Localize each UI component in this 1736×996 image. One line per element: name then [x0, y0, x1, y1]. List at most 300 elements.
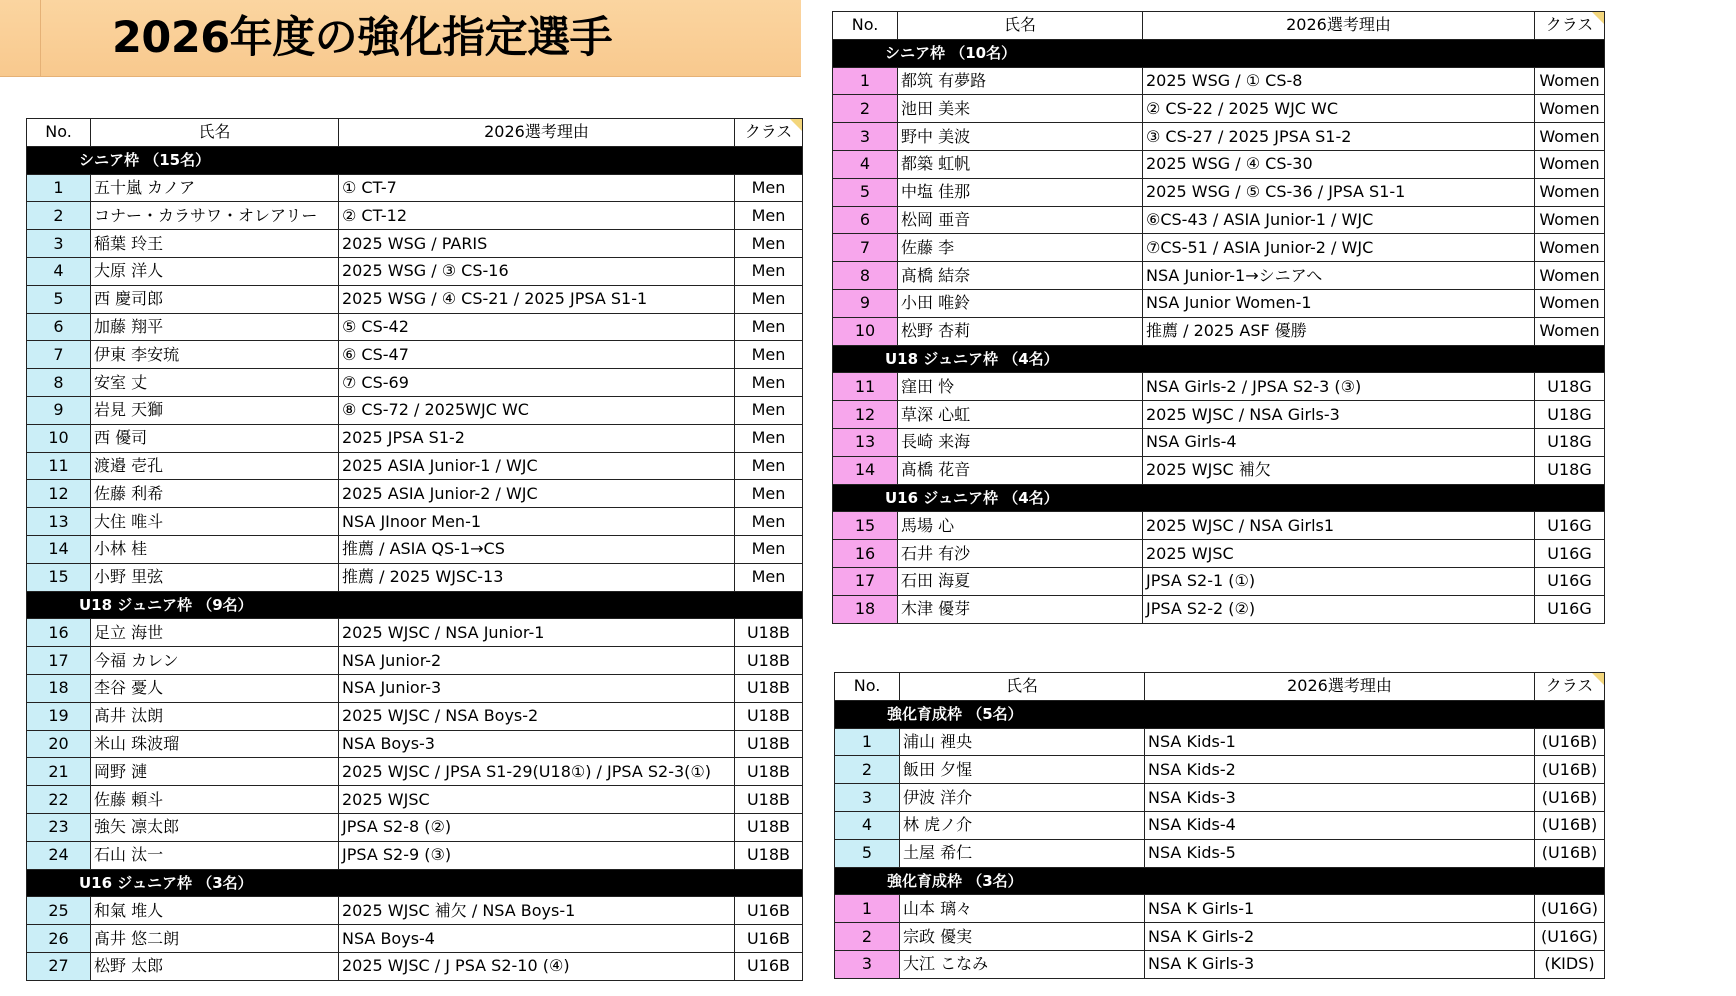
cell-reason: NSA Girls-2 / JPSA S2-3 (③)	[1143, 373, 1535, 401]
cell-reason: NSA Kids-5	[1145, 839, 1535, 867]
cell-name: 佐藤 利希	[91, 480, 339, 508]
cell-class: Women	[1535, 178, 1605, 206]
cell-number: 15	[833, 512, 898, 540]
cell-number: 4	[835, 811, 900, 839]
cell-reason: 2025 WJSC / NSA Junior-1	[339, 619, 735, 647]
cell-reason: ③ CS-27 / 2025 JPSA S1-2	[1143, 123, 1535, 151]
table-row	[27, 758, 803, 786]
section-header-row	[833, 39, 1605, 67]
cell-class: U16G	[1535, 567, 1605, 595]
cell-class: U18G	[1535, 373, 1605, 401]
section-header-row	[27, 591, 803, 619]
cell-class: U18G	[1535, 401, 1605, 429]
header-no: No.	[833, 12, 898, 40]
cell-number: 6	[833, 206, 898, 234]
cell-number: 9	[833, 289, 898, 317]
cell-reason: NSA Boys-3	[339, 730, 735, 758]
table-row	[27, 702, 803, 730]
cell-class: U16G	[1535, 512, 1605, 540]
cell-name: 岩見 天獅	[91, 396, 339, 424]
cell-class: Men	[735, 174, 803, 202]
cell-class: Men	[735, 563, 803, 591]
cell-reason: 推薦 / 2025 ASF 優勝	[1143, 317, 1535, 345]
cell-number: 11	[833, 373, 898, 401]
table-row	[835, 728, 1605, 756]
section-header-row	[833, 484, 1605, 512]
cell-name: 林 虎ノ介	[900, 811, 1145, 839]
cell-reason: 2025 WJSC / NSA Girls1	[1143, 512, 1535, 540]
cell-reason: ② CS-22 / 2025 WJC WC	[1143, 95, 1535, 123]
title-notch	[0, 0, 41, 76]
cell-class: Women	[1535, 206, 1605, 234]
cell-reason: NSA Junior-2	[339, 647, 735, 675]
header-class: クラス	[735, 119, 803, 147]
table-row	[833, 401, 1605, 429]
cell-class: (U16B)	[1535, 728, 1605, 756]
table-row	[27, 285, 803, 313]
table-row	[27, 813, 803, 841]
cell-name: 伊波 洋介	[900, 784, 1145, 812]
cell-reason: JPSA S2-2 (②)	[1143, 595, 1535, 623]
section-header-row	[27, 146, 803, 174]
cell-reason: 推薦 / 2025 WJSC-13	[339, 563, 735, 591]
cell-name: 杢谷 憂人	[91, 674, 339, 702]
cell-name: 和氣 堆人	[91, 897, 339, 925]
table-row	[27, 174, 803, 202]
cell-name: 土屋 希仁	[900, 839, 1145, 867]
cell-reason: 2025 WJSC	[1143, 540, 1535, 568]
cell-class: Men	[735, 369, 803, 397]
cell-reason: 2025 WJSC / NSA Boys-2	[339, 702, 735, 730]
cell-class: Men	[735, 452, 803, 480]
header-name: 氏名	[900, 673, 1145, 701]
cell-number: 17	[833, 567, 898, 595]
cell-name: 松野 杏莉	[898, 317, 1143, 345]
cell-class: U18B	[735, 702, 803, 730]
cell-reason: 2025 WSG / ⑤ CS-36 / JPSA S1-1	[1143, 178, 1535, 206]
cell-reason: ② CT-12	[339, 202, 735, 230]
cell-name: 加藤 翔平	[91, 313, 339, 341]
cell-class: U18G	[1535, 428, 1605, 456]
cell-name: 石山 汰一	[91, 841, 339, 869]
table-row	[27, 452, 803, 480]
cell-name: 小田 唯鈴	[898, 289, 1143, 317]
cell-name: 今福 カレン	[91, 647, 339, 675]
cell-reason: NSA Junior Women-1	[1143, 289, 1535, 317]
cell-name: 大原 洋人	[91, 257, 339, 285]
cell-reason: NSA Junior-3	[339, 674, 735, 702]
table-row	[27, 313, 803, 341]
cell-class: U18B	[735, 674, 803, 702]
cell-class: Men	[735, 230, 803, 258]
cell-number: 2	[835, 923, 900, 951]
section-label: U18 ジュニア枠 （4名）	[833, 345, 1605, 373]
table-row	[833, 206, 1605, 234]
women-roster-table	[832, 11, 1605, 624]
cell-number: 13	[833, 428, 898, 456]
table-row	[833, 456, 1605, 484]
table-row	[833, 262, 1605, 290]
table-row	[833, 317, 1605, 345]
cell-name: 松野 太郎	[91, 952, 339, 980]
cell-reason: 2025 WJSC 補欠 / NSA Boys-1	[339, 897, 735, 925]
cell-reason: JPSA S2-9 (③)	[339, 841, 735, 869]
cell-number: 3	[835, 784, 900, 812]
cell-reason: NSA Boys-4	[339, 925, 735, 953]
table-row	[27, 674, 803, 702]
section-label: 強化育成枠 （3名）	[835, 867, 1605, 895]
cell-class: U18G	[1535, 456, 1605, 484]
cell-reason: ⑥CS-43 / ASIA Junior-1 / WJC	[1143, 206, 1535, 234]
cell-reason: 2025 WSG / PARIS	[339, 230, 735, 258]
cell-number: 19	[27, 702, 91, 730]
cell-number: 7	[27, 341, 91, 369]
cell-number: 21	[27, 758, 91, 786]
cell-number: 25	[27, 897, 91, 925]
cell-number: 1	[835, 895, 900, 923]
cell-class: Women	[1535, 150, 1605, 178]
cell-name: 西 優司	[91, 424, 339, 452]
cell-number: 23	[27, 813, 91, 841]
cell-reason: JPSA S2-8 (②)	[339, 813, 735, 841]
table-row	[27, 619, 803, 647]
cell-reason: NSA Kids-3	[1145, 784, 1535, 812]
cell-name: 渡邉 壱孔	[91, 452, 339, 480]
cell-name: 宗政 優実	[900, 923, 1145, 951]
table-row	[27, 897, 803, 925]
table-row	[833, 67, 1605, 95]
cell-number: 2	[833, 95, 898, 123]
cell-class: Men	[735, 508, 803, 536]
table-row	[27, 341, 803, 369]
table-row	[27, 952, 803, 980]
cell-number: 17	[27, 647, 91, 675]
cell-class: Women	[1535, 67, 1605, 95]
cell-reason: ① CT-7	[339, 174, 735, 202]
cell-number: 8	[833, 262, 898, 290]
men-roster-table	[26, 118, 803, 981]
cell-name: 草深 心虹	[898, 401, 1143, 429]
cell-name: 伊東 李安琉	[91, 341, 339, 369]
cell-reason: ⑧ CS-72 / 2025WJC WC	[339, 396, 735, 424]
cell-name: 中塩 佳那	[898, 178, 1143, 206]
table-row	[833, 123, 1605, 151]
cell-number: 1	[835, 728, 900, 756]
cell-name: 五十嵐 カノア	[91, 174, 339, 202]
cell-class: U18B	[735, 619, 803, 647]
table-row	[835, 895, 1605, 923]
cell-number: 7	[833, 234, 898, 262]
table-row	[27, 841, 803, 869]
cell-class: U16B	[735, 952, 803, 980]
cell-class: (U16G)	[1535, 895, 1605, 923]
header-row	[27, 119, 803, 147]
cell-name: 都築 虹帆	[898, 150, 1143, 178]
cell-class: Men	[735, 285, 803, 313]
table-row	[833, 289, 1605, 317]
cell-reason: 2025 WSG / ④ CS-21 / 2025 JPSA S1-1	[339, 285, 735, 313]
cell-number: 4	[833, 150, 898, 178]
cell-number: 6	[27, 313, 91, 341]
cell-number: 13	[27, 508, 91, 536]
header-class: クラス	[1535, 673, 1605, 701]
table-row	[27, 480, 803, 508]
cell-name: 山本 璃々	[900, 895, 1145, 923]
cell-name: 稲葉 玲王	[91, 230, 339, 258]
cell-class: (U16B)	[1535, 811, 1605, 839]
cell-class: Men	[735, 313, 803, 341]
cell-class: Men	[735, 480, 803, 508]
cell-class: U18B	[735, 813, 803, 841]
cell-class: Women	[1535, 123, 1605, 151]
section-label: U16 ジュニア枠 （4名）	[833, 484, 1605, 512]
cell-name: 足立 海世	[91, 619, 339, 647]
header-no: No.	[835, 673, 900, 701]
cell-reason: ⑤ CS-42	[339, 313, 735, 341]
cell-name: 大住 唯斗	[91, 508, 339, 536]
cell-class: Men	[735, 535, 803, 563]
cell-reason: 2025 WSG / ④ CS-30	[1143, 150, 1535, 178]
cell-name: 池田 美来	[898, 95, 1143, 123]
cell-class: (U16B)	[1535, 756, 1605, 784]
cell-number: 3	[27, 230, 91, 258]
section-header-row	[835, 867, 1605, 895]
table-row	[27, 202, 803, 230]
table-row	[27, 563, 803, 591]
table-row	[27, 424, 803, 452]
cell-reason: 2025 WSG / ③ CS-16	[339, 257, 735, 285]
cell-number: 27	[27, 952, 91, 980]
cell-name: 髙井 悠二朗	[91, 925, 339, 953]
table-row	[835, 756, 1605, 784]
cell-reason: 2025 WJSC / JPSA S1-29(U18①) / JPSA S2-3(①)	[339, 758, 735, 786]
table-row	[27, 508, 803, 536]
cell-reason: NSA K Girls-1	[1145, 895, 1535, 923]
cell-class: Men	[735, 424, 803, 452]
cell-class: U18B	[735, 730, 803, 758]
cell-name: 大江 こなみ	[900, 950, 1145, 978]
table-row	[835, 839, 1605, 867]
cell-number: 9	[27, 396, 91, 424]
cell-number: 3	[835, 950, 900, 978]
cell-class: U16G	[1535, 595, 1605, 623]
section-header-row	[833, 345, 1605, 373]
cell-class: Men	[735, 257, 803, 285]
cell-class: (KIDS)	[1535, 950, 1605, 978]
table-row	[27, 369, 803, 397]
table-row	[27, 396, 803, 424]
cell-reason: NSA Junior-1→シニアへ	[1143, 262, 1535, 290]
table-row	[27, 230, 803, 258]
cell-class: Men	[735, 396, 803, 424]
cell-reason: NSA K Girls-3	[1145, 950, 1535, 978]
cell-number: 14	[27, 535, 91, 563]
cell-number: 12	[833, 401, 898, 429]
cell-name: 長崎 来海	[898, 428, 1143, 456]
cell-class: U18B	[735, 786, 803, 814]
table-row	[833, 540, 1605, 568]
cell-class: U16B	[735, 925, 803, 953]
cell-name: 髙橋 花音	[898, 456, 1143, 484]
cell-reason: JPSA S2-1 (①)	[1143, 567, 1535, 595]
section-header-row	[27, 869, 803, 897]
section-header-row	[835, 700, 1605, 728]
cell-class: (U16B)	[1535, 839, 1605, 867]
cell-name: 石田 海夏	[898, 567, 1143, 595]
table-row	[833, 428, 1605, 456]
cell-reason: 2025 ASIA Junior-1 / WJC	[339, 452, 735, 480]
cell-reason: 推薦 / ASIA QS-1→CS	[339, 535, 735, 563]
cell-number: 22	[27, 786, 91, 814]
header-reason: 2026選考理由	[1143, 12, 1535, 40]
cell-number: 16	[27, 619, 91, 647]
cell-class: U18B	[735, 758, 803, 786]
cell-name: 小林 桂	[91, 535, 339, 563]
header-no: No.	[27, 119, 91, 147]
cell-number: 15	[27, 563, 91, 591]
cell-name: 安室 丈	[91, 369, 339, 397]
cell-number: 2	[27, 202, 91, 230]
cell-name: 松岡 亜音	[898, 206, 1143, 234]
cell-name: 飯田 夕惺	[900, 756, 1145, 784]
section-label: U16 ジュニア枠 （3名）	[27, 869, 803, 897]
cell-number: 14	[833, 456, 898, 484]
cell-reason: 2025 JPSA S1-2	[339, 424, 735, 452]
cell-number: 12	[27, 480, 91, 508]
cell-class: Women	[1535, 95, 1605, 123]
cell-reason: 2025 WJSC / J PSA S2-10 (④)	[339, 952, 735, 980]
cell-number: 20	[27, 730, 91, 758]
cell-number: 18	[833, 595, 898, 623]
cell-name: 木津 優芽	[898, 595, 1143, 623]
header-name: 氏名	[898, 12, 1143, 40]
table-row	[833, 595, 1605, 623]
cell-number: 5	[835, 839, 900, 867]
cell-class: (U16G)	[1535, 923, 1605, 951]
cell-number: 3	[833, 123, 898, 151]
table-row	[833, 567, 1605, 595]
cell-reason: 2025 WJSC 補欠	[1143, 456, 1535, 484]
cell-reason: NSA Kids-4	[1145, 811, 1535, 839]
page-title: 2026年度の強化指定選手	[112, 13, 613, 63]
cell-number: 18	[27, 674, 91, 702]
cell-reason: NSA Kids-2	[1145, 756, 1535, 784]
table-row	[833, 512, 1605, 540]
cell-name: 強矢 凛太郎	[91, 813, 339, 841]
cell-reason: 2025 WJSC / NSA Girls-3	[1143, 401, 1535, 429]
cell-number: 2	[835, 756, 900, 784]
section-label: シニア枠 （10名）	[833, 39, 1605, 67]
header-name: 氏名	[91, 119, 339, 147]
table-row	[27, 535, 803, 563]
title-banner	[0, 0, 801, 77]
cell-number: 5	[27, 285, 91, 313]
cell-class: Women	[1535, 317, 1605, 345]
cell-name: 米山 珠波瑠	[91, 730, 339, 758]
table-row	[27, 730, 803, 758]
section-label: U18 ジュニア枠 （9名）	[27, 591, 803, 619]
cell-name: 小野 里弦	[91, 563, 339, 591]
cell-class: U16G	[1535, 540, 1605, 568]
table-row	[835, 811, 1605, 839]
cell-class: Women	[1535, 234, 1605, 262]
cell-name: 窪田 怜	[898, 373, 1143, 401]
cell-number: 1	[27, 174, 91, 202]
cell-name: 馬場 心	[898, 512, 1143, 540]
cell-class: Women	[1535, 262, 1605, 290]
cell-number: 8	[27, 369, 91, 397]
table-row	[27, 925, 803, 953]
table-row	[833, 95, 1605, 123]
table-row	[27, 257, 803, 285]
cell-class: Men	[735, 202, 803, 230]
cell-class: U16B	[735, 897, 803, 925]
cell-number: 5	[833, 178, 898, 206]
cell-number: 10	[833, 317, 898, 345]
cell-reason: 2025 WSG / ① CS-8	[1143, 67, 1535, 95]
table-row	[835, 784, 1605, 812]
header-row	[835, 673, 1605, 701]
cell-number: 1	[833, 67, 898, 95]
cell-name: 野中 美波	[898, 123, 1143, 151]
table-row	[833, 373, 1605, 401]
header-reason: 2026選考理由	[339, 119, 735, 147]
cell-reason: NSA K Girls-2	[1145, 923, 1535, 951]
cell-name: 髙橋 結奈	[898, 262, 1143, 290]
cell-reason: NSA JInoor Men-1	[339, 508, 735, 536]
cell-reason: 2025 ASIA Junior-2 / WJC	[339, 480, 735, 508]
cell-name: 髙井 汰朗	[91, 702, 339, 730]
cell-number: 24	[27, 841, 91, 869]
cell-reason: NSA Kids-1	[1145, 728, 1535, 756]
cell-reason: ⑦CS-51 / ASIA Junior-2 / WJC	[1143, 234, 1535, 262]
cell-class: Women	[1535, 289, 1605, 317]
table-row	[27, 647, 803, 675]
cell-name: 石井 有沙	[898, 540, 1143, 568]
table-row	[833, 150, 1605, 178]
development-roster-table	[834, 672, 1605, 979]
header-class: クラス	[1535, 12, 1605, 40]
header-reason: 2026選考理由	[1145, 673, 1535, 701]
table-row	[835, 950, 1605, 978]
table-row	[835, 923, 1605, 951]
cell-reason: 2025 WJSC	[339, 786, 735, 814]
cell-reason: ⑥ CS-47	[339, 341, 735, 369]
cell-class: Men	[735, 341, 803, 369]
cell-name: 西 慶司郎	[91, 285, 339, 313]
table-row	[833, 178, 1605, 206]
table-row	[27, 786, 803, 814]
cell-class: U18B	[735, 841, 803, 869]
cell-name: コナー・カラサワ・オレアリー	[91, 202, 339, 230]
cell-name: 浦山 裡央	[900, 728, 1145, 756]
cell-class: (U16B)	[1535, 784, 1605, 812]
section-label: シニア枠 （15名）	[27, 146, 803, 174]
table-row	[833, 234, 1605, 262]
cell-number: 4	[27, 257, 91, 285]
cell-reason: ⑦ CS-69	[339, 369, 735, 397]
cell-name: 岡野 漣	[91, 758, 339, 786]
cell-name: 佐藤 頼斗	[91, 786, 339, 814]
cell-name: 都筑 有夢路	[898, 67, 1143, 95]
cell-number: 16	[833, 540, 898, 568]
cell-number: 10	[27, 424, 91, 452]
section-label: 強化育成枠 （5名）	[835, 700, 1605, 728]
cell-number: 11	[27, 452, 91, 480]
cell-reason: NSA Girls-4	[1143, 428, 1535, 456]
header-row	[833, 12, 1605, 40]
cell-name: 佐藤 李	[898, 234, 1143, 262]
